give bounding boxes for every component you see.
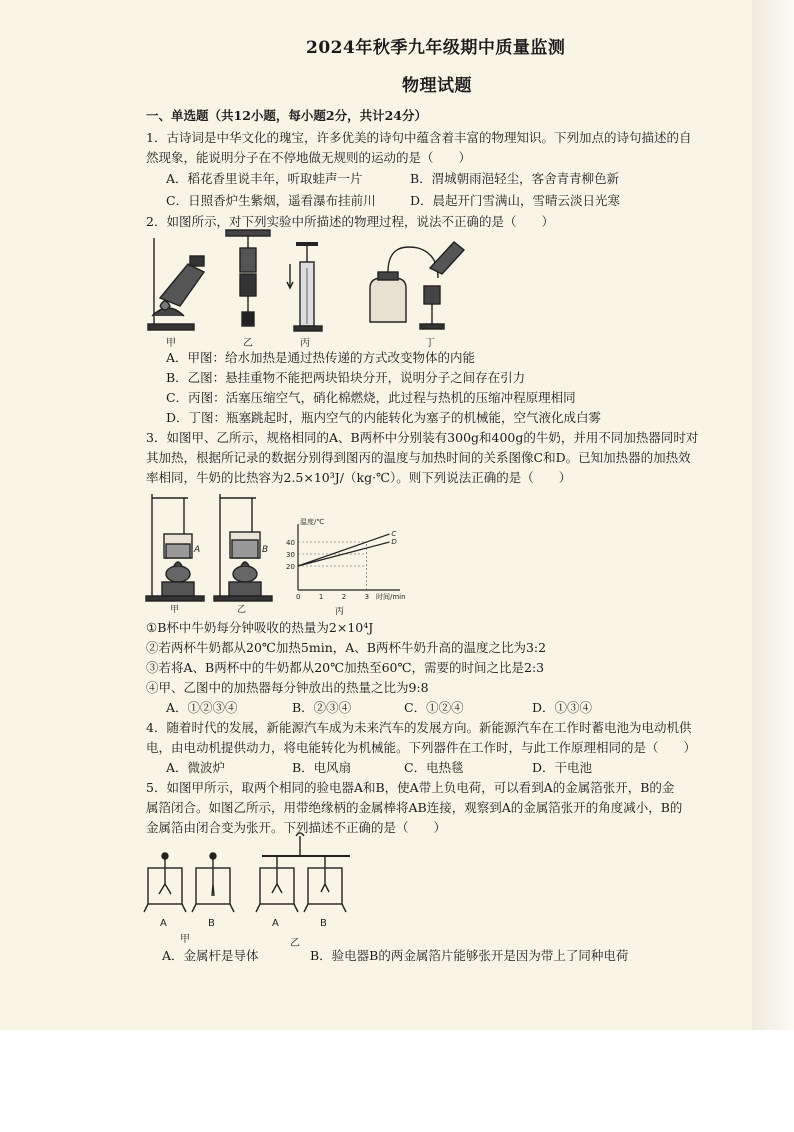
q5-stem-line2: 属箔闭合。如图乙所示，用带绝缘柄的金属棒将AB连接，观察到A的金属箔张开的角度减小，B的 [146,800,683,815]
q5-label-yi: 乙 [290,938,300,948]
q4-stem-line2: 电，由电动机提供动力，将电能转化为机械能。下列器件在工作时，与此工作原理相同的是（ ） [146,740,697,755]
q5-option-b: B．验电器B的两金属箔片能够张开是因为带上了同种电荷 [310,948,629,963]
q3-statement-1: ①B杯中牛奶每分钟吸收的热量为2×10⁴J [146,620,374,635]
q2-label-yi: 乙 [243,338,253,349]
q2-fig-bing [287,244,322,331]
q3-option-b: B．②③④ [292,700,352,715]
q3-temperature-chart [280,518,410,618]
y-axis-label: 温度/℃ [300,518,325,526]
x-tick-label: 3 [364,593,370,601]
q4-option-a: A．微波炉 [166,760,226,775]
q1-option-a: A．稻花香里说丰年，听取蛙声一片 [166,171,363,186]
q3-label-yi: 乙 [237,605,247,615]
exam-title: 2024年秋季九年级期中质量监测 [306,38,566,58]
q2-option-c: C．丙图：活塞压缩空气，硝化棉燃烧，此过程与热机的压缩冲程原理相同 [166,390,576,405]
cup-a-label: A [194,545,201,555]
q1-option-b: B．渭城朝雨浥轻尘，客舍青青柳色新 [410,171,620,186]
q3-statement-4: ④甲、乙图中的加热器每分钟放出的热量之比为9:8 [146,680,429,695]
x-tick-label: 0 [296,593,301,601]
q5-stem-line3: 金属箔由闭合变为张开。下列描述不正确的是（ ） [146,820,447,835]
x-tick-label: 2 [341,593,347,601]
q2-label-jia: 甲 [166,338,176,349]
q3-stem-line1: 3．如图甲、乙所示，规格相同的A、B两杯中分别装有300g和400g的牛奶，并用不同加热器同时对 [146,430,699,445]
q3-label-bing: 丙 [335,607,345,617]
q5-stem-line1: 5．如图甲所示，取两个相同的验电器A和B，使A带上负电荷，可以看到A的金属箔张开，B的金 [146,780,675,795]
q2-label-bing: 丙 [300,338,310,349]
q5-yi-label-b: B [320,918,327,929]
q3-stem-line3: 率相同，牛奶的比热容为2.5×10³J/（kg·℃）。则下列说法正确的是（ ） [146,470,572,485]
y-tick-label: 30 [286,551,295,559]
q5-electroscope-figure [140,830,360,948]
series-label-d: D [391,538,397,546]
q3-statement-3: ③若将A、B两杯中的牛奶都从20℃加热至60℃，需要的时间之比是2:3 [146,660,545,675]
series-line-c [298,534,389,566]
subject-title: 物理试题 [402,76,472,96]
q1-stem-line1: 1．古诗词是中华文化的瑰宝，许多优美的诗句中蕴含着丰富的物理知识。下列加点的诗句描述的自 [146,130,692,145]
q5-label-jia: 甲 [180,934,190,945]
x-axis-label: 时间/min [376,593,406,601]
q2-option-d: D．丁图：瓶塞跳起时，瓶内空气的内能转化为塞子的机械能，空气液化成白雾 [166,410,602,425]
q2-label-ding: 丁 [425,338,435,349]
q4-stem-line1: 4．随着时代的发展，新能源汽车成为未来汽车的发展方向。新能源汽车在工作时蓄电池为电动机供 [146,720,692,735]
y-tick-label: 20 [286,563,295,571]
q1-option-c: C．日照香炉生紫烟，遥看瀑布挂前川 [166,193,376,208]
q2-figure [140,228,480,350]
q3-apparatus-figure [144,488,284,616]
q5-yi-label-a: A [272,918,279,929]
q3-label-jia: 甲 [170,605,180,615]
y-tick-label: 40 [286,539,295,547]
q3-option-a: A．①②③④ [166,700,238,715]
q2-option-b: B．乙图：悬挂重物不能把两块铅块分开，说明分子之间存在引力 [166,370,526,385]
section-heading: 一、单选题（共12小题，每小题2分，共计24分） [146,108,427,123]
q5-jia-label-b: B [208,918,215,929]
q3-stem-line2: 其加热，根据所记录的数据分别得到图丙的温度与加热时间的关系图像C和D。已知加热器的加热效 [146,450,691,465]
q3-option-c: C．①②④ [404,700,464,715]
q5-jia-label-a: A [160,918,167,929]
x-tick-label: 1 [318,593,324,601]
series-label-c: C [391,530,397,538]
q4-option-d: D．干电池 [532,760,593,775]
q4-option-b: B．电风扇 [292,760,352,775]
q1-stem-line2: 然现象，能说明分子在不停地做无规则的运动的是（ ） [146,150,472,165]
q3-statement-2: ②若两杯牛奶都从20℃加热5min，A、B两杯牛奶升高的温度之比为3:2 [146,640,547,655]
q2-fig-ding [370,242,464,329]
q3-option-d: D．①③④ [532,700,593,715]
q5-option-a: A．金属杆是导体 [162,948,259,963]
q2-stem: 2．如图所示，对下列实验中所描述的物理过程，说法不正确的是（ ） [146,214,554,229]
q2-option-a: A．甲图：给水加热是通过热传递的方式改变物体的内能 [166,350,476,365]
q4-option-c: C．电热毯 [404,760,464,775]
q1-option-d: D．晨起开门雪满山，雪晴云淡日光寒 [410,193,621,208]
q2-fig-jia [148,238,204,330]
cup-b-label: B [262,545,269,555]
scan-edge [752,0,794,1030]
q2-fig-yi [226,230,270,326]
